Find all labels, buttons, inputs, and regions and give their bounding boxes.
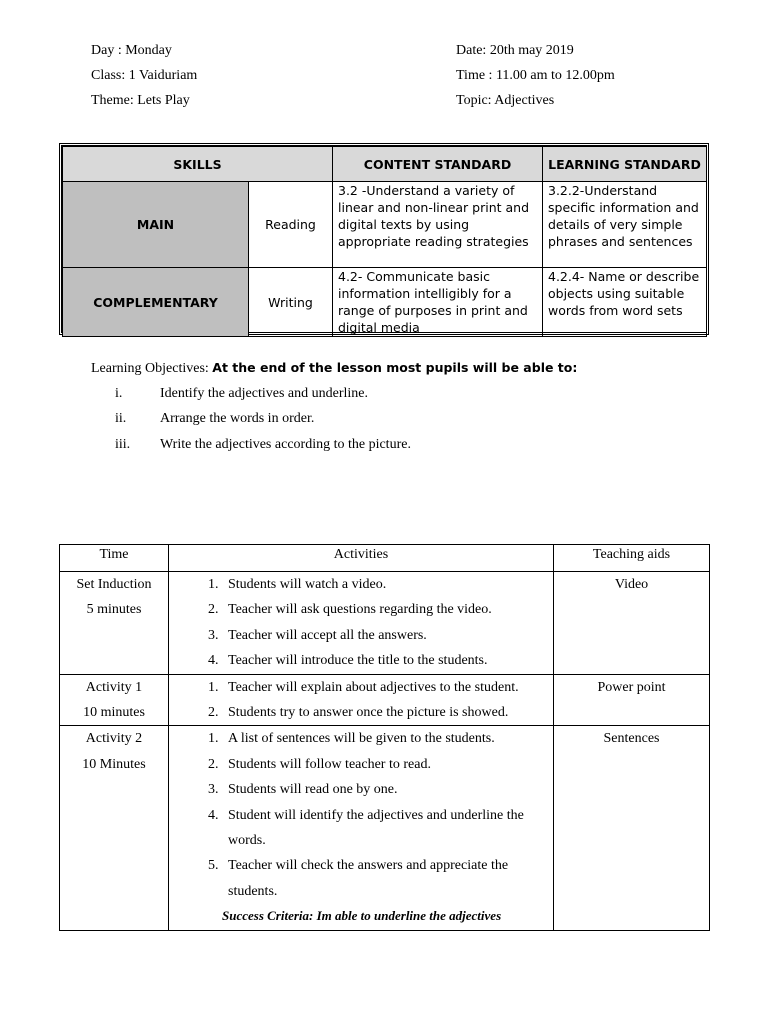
step-item: 1. A list of sentences will be given to the students.	[222, 726, 553, 751]
objective-number: ii.	[115, 411, 127, 426]
step-item: 5. Teacher will check the answers and appreciate the students.	[222, 853, 553, 904]
activities-table	[59, 544, 709, 931]
duration-label: 10 minutes	[83, 705, 145, 721]
date-label: Date: 20th may 2019	[456, 43, 574, 58]
topic-label: Topic: Adjectives	[456, 93, 555, 108]
objective-number: i.	[115, 386, 123, 401]
objectives-label: Learning Objectives:	[91, 361, 209, 376]
activity-row-activity-1	[60, 674, 710, 726]
objective-number: iii.	[115, 437, 131, 452]
skills-row-main	[63, 182, 707, 268]
step-item: 2. Students will follow teacher to read.	[222, 752, 553, 777]
activities-cell	[169, 674, 554, 726]
teaching-aids-header: Teaching aids	[554, 545, 710, 572]
day-label: Day : Monday	[91, 43, 172, 58]
learning-standard-header: LEARNING STANDARD	[543, 147, 707, 182]
content-standard-complementary: 4.2- Communicate basic information intelligibly for a range of purposes in print and digital media	[333, 268, 543, 337]
step-item: 3. Students will read one by one.	[222, 777, 553, 802]
time-cell	[60, 572, 169, 675]
step-item: 1. Students will watch a video.	[222, 572, 553, 597]
teaching-aid-cell: Video	[554, 572, 710, 675]
skill-reading: Reading	[249, 182, 333, 268]
skill-type-main: MAIN	[63, 182, 249, 268]
learning-standard-main: 3.2.2-Understand specific information and details of very simple phrases and sentences	[543, 182, 707, 268]
time-cell	[60, 726, 169, 931]
step-item: 4. Teacher will introduce the title to the students.	[222, 648, 553, 673]
step-item: 2. Students try to answer once the picture is showed.	[222, 700, 553, 725]
step-item: 2. Teacher will ask questions regarding the video.	[222, 597, 553, 622]
step-item: 4. Student will identify the adjectives and underline the words.	[222, 803, 553, 854]
activity-row-activity-2	[60, 726, 710, 931]
learning-standard-complementary: 4.2.4- Name or describe objects using suitable words from word sets	[543, 268, 707, 337]
time-label: Time : 11.00 am to 12.00pm	[456, 68, 615, 83]
stage-label: Set Induction	[76, 577, 152, 592]
step-item: 1. Teacher will explain about adjectives to the student.	[222, 675, 553, 700]
time-header: Time	[60, 545, 169, 572]
duration-label: 5 minutes	[86, 602, 142, 618]
skill-writing: Writing	[249, 268, 333, 337]
learning-objectives-heading	[91, 360, 577, 377]
theme-label: Theme: Lets Play	[91, 93, 190, 108]
objective-text: Identify the adjectives and underline.	[160, 386, 368, 401]
content-standard-header: CONTENT STANDARD	[333, 147, 543, 182]
objectives-lead: At the end of the lesson most pupils will be able to:	[212, 360, 578, 375]
activity-row-set-induction	[60, 572, 710, 675]
activities-cell	[169, 726, 554, 931]
time-cell	[60, 674, 169, 726]
skills-table	[59, 143, 709, 335]
stage-label: Activity 1	[85, 679, 143, 695]
objective-text: Arrange the words in order.	[160, 411, 315, 426]
teaching-aid-cell: Sentences	[554, 726, 710, 931]
class-label: Class: 1 Vaiduriam	[91, 68, 198, 83]
success-criteria: Success Criteria: Im able to underline the adjectives	[222, 908, 502, 924]
step-item: 3. Teacher will accept all the answers.	[222, 623, 553, 648]
activities-header: Activities	[169, 545, 554, 572]
activities-cell	[169, 572, 554, 675]
content-standard-main: 3.2 -Understand a variety of linear and non-linear print and digital texts by using appropriate reading strategies	[333, 182, 543, 268]
teaching-aid-cell: Power point	[554, 674, 710, 726]
skills-header: SKILLS	[63, 147, 333, 182]
skills-row-complementary	[63, 268, 707, 337]
objective-text: Write the adjectives according to the picture.	[160, 437, 411, 452]
duration-label: 10 Minutes	[82, 756, 146, 772]
skill-type-complementary: COMPLEMENTARY	[63, 268, 249, 337]
stage-label: Activity 2	[85, 731, 143, 747]
